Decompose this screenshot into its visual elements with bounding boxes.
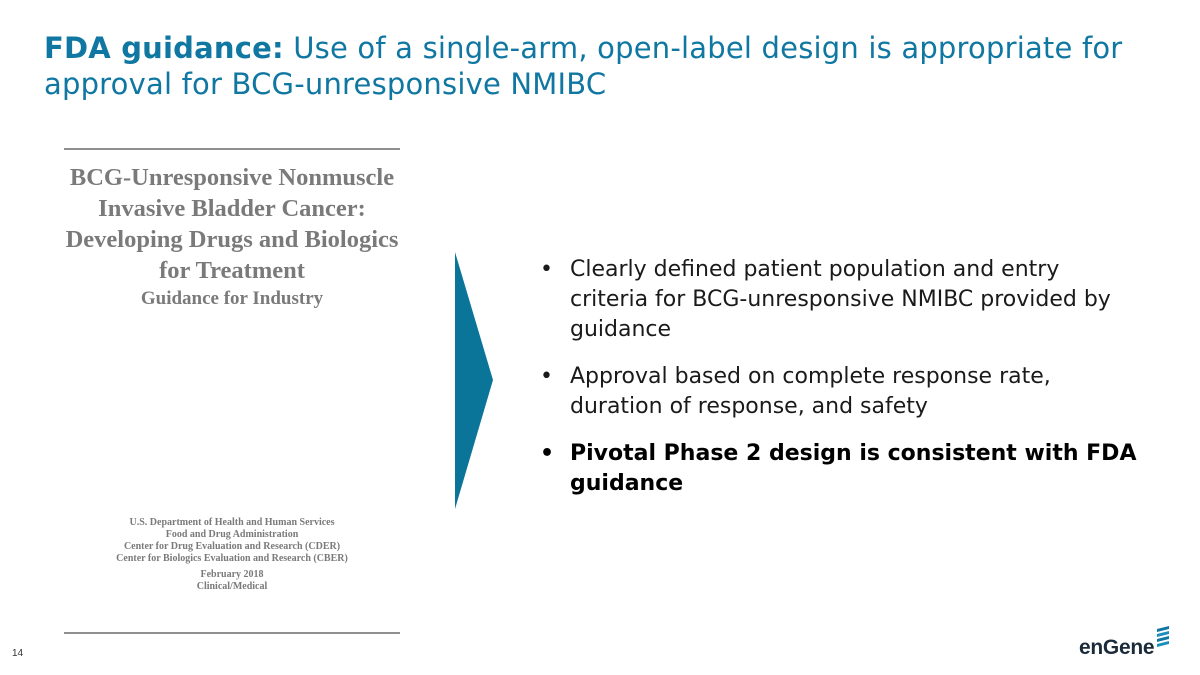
document-top-rule <box>64 148 400 150</box>
agency-line: Food and Drug Administration <box>165 529 299 540</box>
company-logo <box>1079 626 1174 662</box>
bullet-marker: • <box>540 257 553 282</box>
slide-title-rest: Use of a single-arm, open-label design is appropriate for approval for BCG-unresponsive NMIBC <box>44 31 1123 101</box>
bullet-marker: • <box>540 364 553 389</box>
document-bottom-rule <box>64 632 400 634</box>
bullet-marker: • <box>540 441 555 466</box>
bullet-item <box>540 362 1140 422</box>
document-date-block <box>64 569 400 593</box>
bullet-text: Pivotal Phase 2 design is consistent with FDA guidance <box>570 441 1137 496</box>
key-points-list <box>540 255 1140 516</box>
bullet-item <box>540 255 1140 345</box>
chevron-arrow-icon <box>455 252 493 509</box>
document-agency-block <box>64 517 400 565</box>
bullet-text: Approval based on complete response rate, duration of response, and safety <box>570 364 1051 419</box>
page-number: 14 <box>12 648 24 659</box>
logo-wordmark: enGene <box>1079 636 1155 659</box>
slide-title <box>44 30 1144 102</box>
bullet-item-emphasized <box>540 439 1140 499</box>
document-title: BCG-Unresponsive Nonmuscle Invasive Bladder Cancer: Developing Drugs and Biologics for Treatment <box>65 164 399 284</box>
slide-title-bold: FDA guidance: <box>44 31 284 65</box>
document-category: Clinical/Medical <box>196 581 268 592</box>
agency-line: U.S. Department of Health and Human Services <box>129 517 335 528</box>
bullet-text: Clearly defined patient population and entry criteria for BCG-unresponsive NMIBC provided by guidance <box>570 257 1111 342</box>
guidance-document-cover <box>64 148 400 634</box>
document-subtitle: Guidance for Industry <box>140 288 324 309</box>
engene-logo-icon <box>1154 626 1170 648</box>
agency-line: Center for Drug Evaluation and Research (CDER) <box>123 541 341 552</box>
agency-line: Center for Biologics Evaluation and Research (CBER) <box>116 553 348 564</box>
document-date: February 2018 <box>200 569 264 580</box>
